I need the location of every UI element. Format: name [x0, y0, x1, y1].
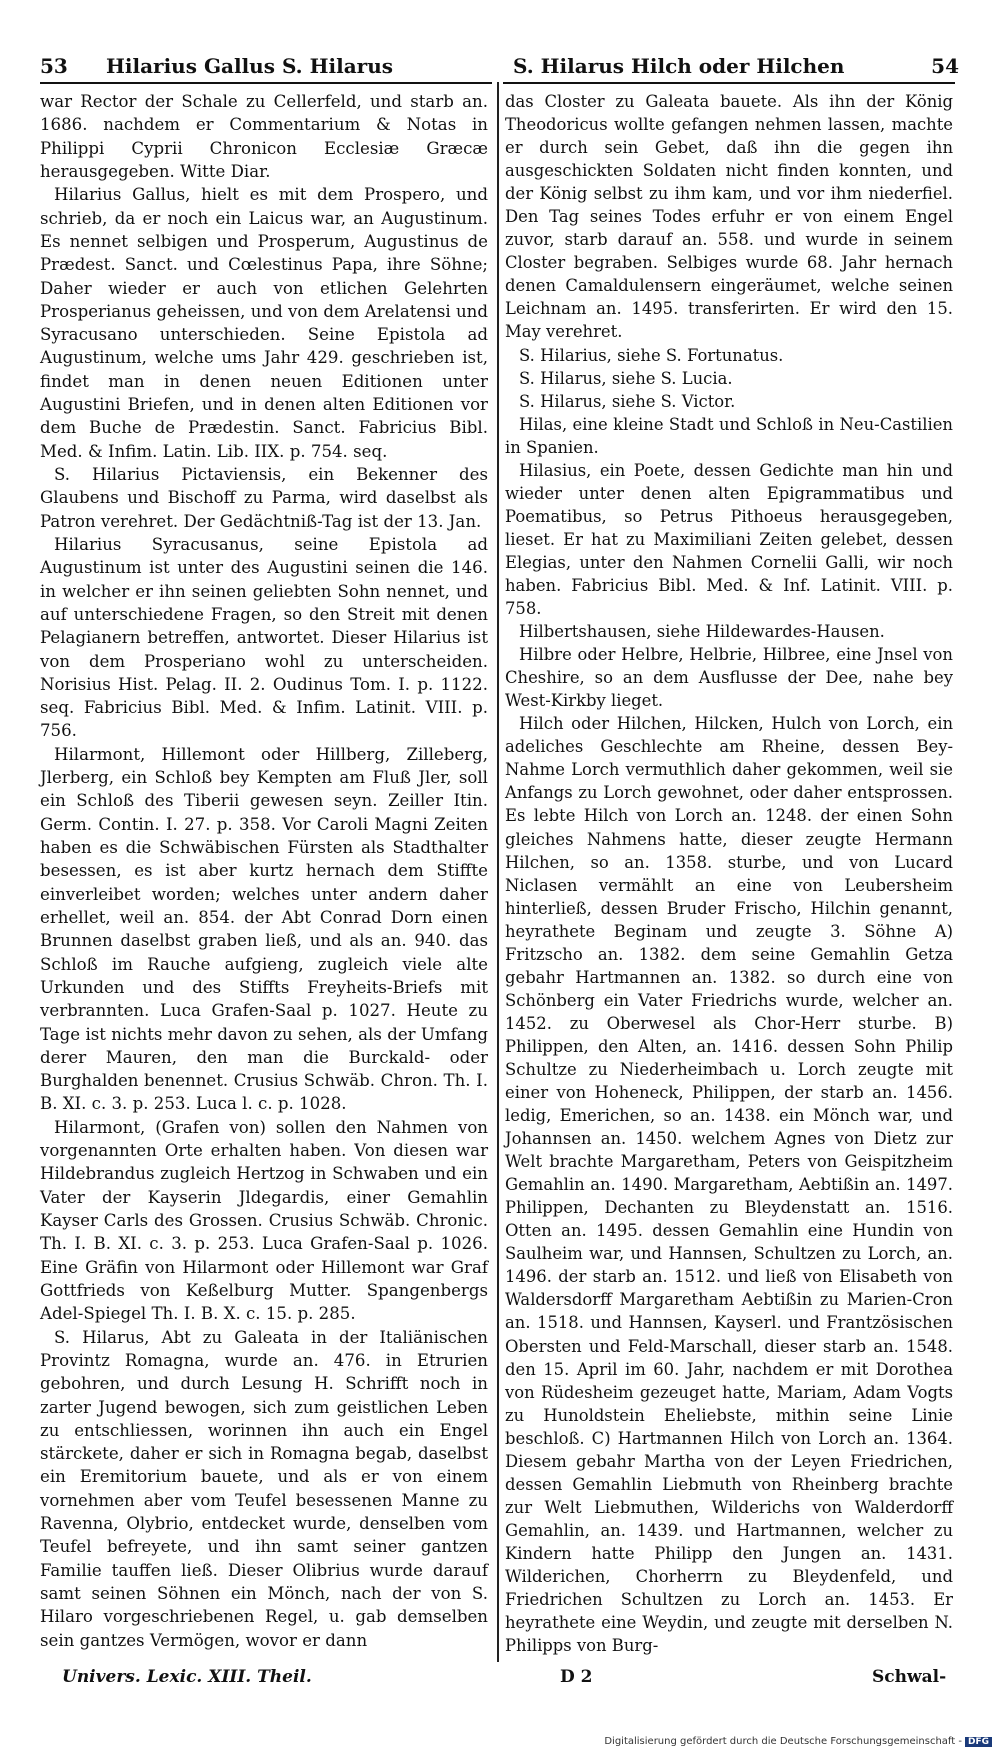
continued-paragraph: war Rector der Schale zu Cellerfeld, und starb an. 1686. nachdem er Commentarium & Notas in Philippi Cyprii Chronicon Ecclesiæ Græcæ herausgegeben. Witte Diar.: [40, 92, 488, 181]
footer-catchword: Schwal-: [872, 1667, 947, 1687]
right-page-number: 54: [931, 54, 959, 78]
continued-paragraph: das Closter zu Galeata bauete. Als ihn der König Theodoricus wollte gefangen nehmen lassen, machte er durch sein Gebet, daß ihn die gegen ihn ausgeschickten Soldaten nicht finden konnten, und der König selbst zu ihm kam, und vor ihm niederfiel. Den Tag seines Todes erfuhr er von einem Engel zuvor, starb darauf an. 558. und wurde in seinem Closter begraben. Selbiges wurde 68. Jahr hernach denen Camaldulensern eingeräumet, welche seinen Leichnam an. 1495. transferirten. Er wird den 15. May verehret.: [505, 92, 953, 342]
lexicon-entry: S. Hilarus, Abt zu Galeata in der Italiänischen Provintz Romagna, wurde an. 476. in Etrurien gebohren, und durch Lesung H. Schrifft noch in zarter Jugend bewogen, sich zum geistlichen Leben zu entschliessen, worinnen ihn auch ein Engel stärckete, daher er sich in Romagna begab, daselbst ein Eremitorium bauete, und als er von einem vornehmen aber vom Teufel besessenen Manne zu Ravenna, Olybrio, entdecket wurde, denselben vom Teufel befreyete, und ihn samt seiner gantzen Familie tauffen ließ. Dieser Olibrius wurde darauf samt seinen Söhnen ein Mönch, nach der von S. Hilaro vorgeschriebenen Regel, u. gab demselben sein gantzes Vermögen, wovor er dann: [40, 1327, 488, 1650]
right-header-rule: [503, 82, 955, 84]
credit-text: Digitalisierung gefördert durch die Deutsche Forschungsgemeinschaft -: [604, 1736, 962, 1747]
lexicon-entry: Hilarius Syracusanus, seine Epistola ad Augustinum ist unter des Augustini seinen die 146. in welcher er ihn seinen geliebten Sohn nennet, und auf unterschiedene Fragen, so den Streit mit denen Pelagianern betreffen, antwortet. Dieser Hilarius ist von dem Prosperiano wohl zu unterscheiden. Norisius Hist. Pelag. II. 2. Oudinus Tom. I. p. 1122. seq. Fabricius Bibl. Med. & Infim. Latinit. VIII. p. 756.: [40, 534, 488, 741]
left-page-number: 53: [40, 54, 68, 78]
lexicon-entry: Hilarmont, (Grafen von) sollen den Nahmen von vorgenannten Orte erhalten haben. Von diesen war Hildebrandus zugleich Hertzog in Schwaben und ein Vater der Kayserin Jldegardis, einer Gemahlin Kayser Carls des Grossen. Crusius Schwäb. Chronic. Th. I. B. XI. c. 3. p. 253. Luca Grafen-Saal p. 1026. Eine Gräfin von Hilarmont oder Hillemont war Graf Gottfrieds von Keßelburg Mutter. Spangenbergs Adel-Spiegel Th. I. B. X. c. 15. p. 285.: [40, 1117, 488, 1324]
left-running-title: Hilarius Gallus S. Hilarus: [106, 54, 393, 78]
lexicon-entry: S. Hilarius Pictaviensis, ein Bekenner des Glaubens und Bischoff zu Parma, wird daselbst als Patron verehret. Der Gedächtniß-Tag ist der 13. Jan.: [40, 465, 488, 531]
left-header-rule: [40, 82, 492, 84]
lexicon-entry: Hilasius, ein Poete, dessen Gedichte man hin und wieder unter denen alten Epigrammatibus und Poematibus, so Petrus Pithoeus herausgegeben, lieset. Er hat zu Maximiliani Zeiten gelebet, dessen Elegias, unter den Nahmen Cornelii Galli, wir noch haben. Fabricius Bibl. Med. & Inf. Latinit. VIII. p. 758.: [505, 460, 953, 619]
digitization-credit: [604, 1736, 992, 1747]
footer-signature-mark: D 2: [560, 1667, 593, 1687]
lexicon-entry: S. Hilarius, siehe S. Fortunatus.: [519, 345, 784, 365]
footer-volume: Univers. Lexic. XIII. Theil.: [62, 1667, 312, 1687]
lexicon-entry: Hilbre oder Helbre, Helbrie, Hilbree, eine Jnsel von Cheshire, so an dem Ausflusse der Dee, nahe bey West-Kirkby lieget.: [505, 645, 953, 711]
left-column: [40, 90, 488, 1652]
lexicon-entry: Hilarius Gallus, hielt es mit dem Prospero, und schrieb, da er noch ein Laicus war, an Augustinum. Es nennet selbigen und Prosperum, Augustinus de Prædest. Sanct. und Cœlestinus Papa, ihre Söhne; Daher wieder er auch von etlichen Gelehrten Prosperianus geheissen, und von dem Arelatensi und Syracusano unterschieden. Seine Epistola ad Augustinum, welche ums Jahr 429. geschrieben ist, findet man in denen neuen Editionen unter Augustini Briefen, und in denen alten Editionen vor dem Buche de Prædestin. Sanct. Fabricius Bibl. Med. & Infim. Latin. Lib. IIX. p. 754. seq.: [40, 185, 488, 461]
lexicon-entry: S. Hilarus, siehe S. Victor.: [519, 391, 736, 411]
dfg-logo: DFG: [965, 1737, 992, 1747]
lexicon-entry: Hilbertshausen, siehe Hildewardes-Hausen.: [519, 622, 885, 642]
right-column: [505, 90, 953, 1657]
column-divider: [497, 82, 499, 1662]
lexicon-entry: Hilas, eine kleine Stadt und Schloß in Neu-Castilien in Spanien.: [505, 414, 953, 457]
lexicon-entry: Hilch oder Hilchen, Hilcken, Hulch von Lorch, ein adeliches Geschlechte am Rheine, dessen Bey-Nahme Lorch vermuthlich daher gekommen, weil sie Anfangs zu Lorch gewohnet, oder daher entsprossen. Es lebte Hilch von Lorch an. 1248. der einen Sohn gleiches Nahmens hatte, dieser zeugte Hermann Hilchen, so an. 1358. sturbe, und von Lucard Niclasen vermählt an eine von Leubersheim hinterließ, dessen Bruder Frischo, Hilchin genannt, heyrathete Beginam und zeugte 3. Söhne A) Fritzscho an. 1382. dem seine Gemahlin Getza gebahr Hartmannen an. 1382. so durch eine von Schönberg ein Vater Friedrichs wurde, welcher an. 1452. zu Oberwesel als Chor-Herr sturbe. B) Philippen, den Alten, an. 1416. dessen Sohn Philip Schultze zu Niederheimbach u. Lorch zeugte mit einer von Hoheneck, Philippen, der starb an. 1456. ledig, Emerichen, so an. 1438. ein Mönch war, und Johannsen an. 1450. welchem Agnes von Dietz zur Welt brachte Margaretham, Peters von Geispitzheim Gemahlin an. 1490. Margaretham, Aebtißin an. 1497. Philippen, Dechanten zu Bleydenstatt an. 1516. Otten an. 1495. dessen Gemahlin eine Hundin von Saulheim war, und Hannsen, Schultzen zu Lorch, an. 1496. der starb an. 1512. und ließ von Elisabeth von Waldersdorff Margaretham Aebtißin zu Marien-Cron an. 1518. und Hannsen, Kayserl. und Frantzösischen Obersten und Feld-Marschall, dieser starb an. 1548. den 15. April im 60. Jahr, nachdem er mit Dorothea von Rüdesheim gezeuget hatte, Mariam, Adam Vogts zu Hunoldstein Eheliebste, mithin seine Linie beschloß. C) Hartmannen Hilch von Lorch an. 1364. Diesem gebahr Martha von der Leyen Friedrichen, dessen Gemahlin Liebmuth von Rheinberg brachte zur Welt Liebmuthen, Wilderichs von Walderdorff Gemahlin, an. 1439. und Hartmannen, welcher zu Kindern hatte Philipp den Jungen an. 1431. Wilderichen, Chorherrn zu Bleydenfeld, und Friedrichen Schultzen zu Lorch an. 1453. Er heyrathete eine Weydin, und zeugte mit derselben N. Philipps von Burg-: [505, 714, 953, 1656]
lexicon-entry: S. Hilarus, siehe S. Lucia.: [519, 368, 733, 388]
right-running-title: S. Hilarus Hilch oder Hilchen: [513, 54, 845, 78]
lexicon-entry: Hilarmont, Hillemont oder Hillberg, Zilleberg, Jlerberg, ein Schloß bey Kempten am Fluß Jler, soll ein Schloß des Tiberii gewesen seyn. Zeiller Itin. Germ. Contin. I. 27. p. 358. Vor Caroli Magni Zeiten haben es die Schwäbischen Fürsten als Stadthalter besessen, es ist aber kurtz hernach dem Stiffte einverleibet worden; welches unter andern daher erhellet, weil an. 854. der Abt Conrad Dorn einen Brunnen daselbst graben ließ, und als an. 940. das Schloß im Rauche aufgieng, zugleich viele alte Urkunden und des Stiffts Freyheits-Briefs mit verbrannten. Luca Grafen-Saal p. 1027. Heute zu Tage ist nichts mehr davon zu sehen, als der Umfang derer Mauren, den man die Burckald- oder Burghalden benennet. Crusius Schwäb. Chron. Th. I. B. XI. c. 3. p. 253. Luca l. c. p. 1028.: [40, 744, 488, 1114]
